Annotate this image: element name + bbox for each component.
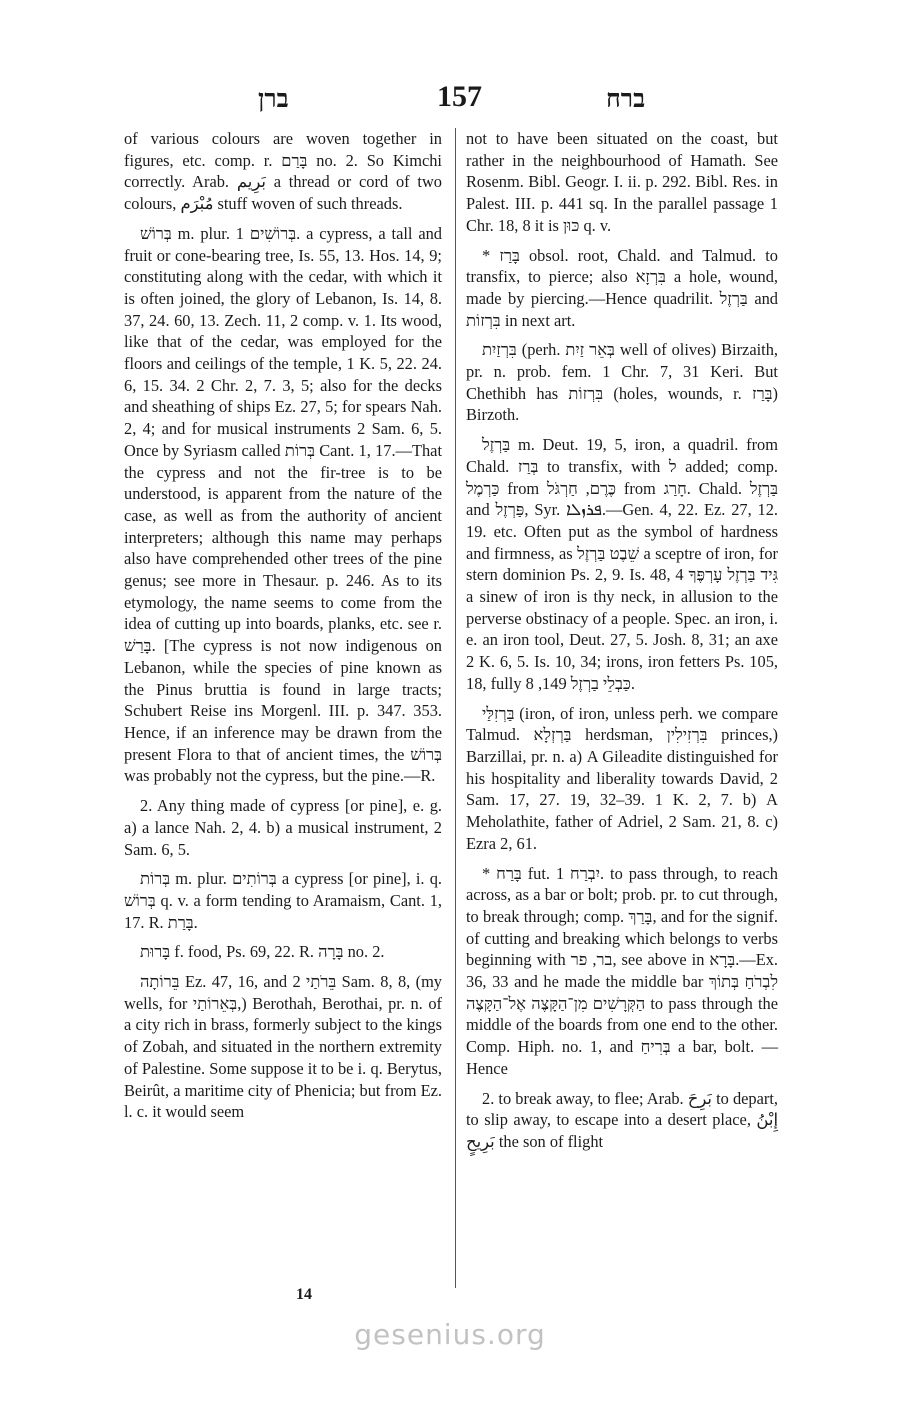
- entry-paragraph: 2. to break away, to flee; Arab. بَرِحَ to depart, to slip away, to escape into a desert place, إِبْنُ بَرِيحٍ the son of flight: [466, 1088, 779, 1151]
- signature-mark: 14: [296, 1286, 312, 1303]
- entry-paragraph: * בָּרַח fut. יִבְרַח 1. to pass through, to reach across, as a bar or bolt; prob. pr. to cut through, to break through; comp. בָּרַךְ, and for the signif. of cutting and breaking which belongs to verbs beginning with בר, פר, see above in בָּרָא.—Ex. 36, 33 and he made the middle bar לִבְרֹחַ בְּתוֹךְ הַקְּרָשִׁים מִן־הַקָּצֶה אֶל־הַקָּצֶה to pass through the middle of the boards from one end to the other. Comp. Hiph. no. 1, and בְּרִיחַ a bar, bolt. —Hence: [466, 863, 778, 1078]
- entry-paragraph: בְּרוֹת m. plur. בְּרוֹתִים a cypress [or pine], i. q. בְּרוֹשׁ q. v. a form tending to Aramaism, Cant. 1, 17. R. בָּרַת.: [124, 869, 442, 932]
- header-right-heading: ברח: [606, 86, 646, 113]
- entry-paragraph: בֵּרוֹתָה Ez. 47, 16, and בֵּרֹתַי 2 Sam. 8, 8, (my wells, for בְּאֵרוֹתַי,) Berothah, Berothai, pr. n. of a city rich in brass, formerly subject to the kings of Zobah, and situated in the northern extremity of Palestine. Some suppose it to be i. q. Berytus, Beirût, a maritime city of Phenicia; but from Ez. l. c. it would seem: [124, 972, 443, 1122]
- page-number: 157: [437, 80, 482, 113]
- running-header: [0, 80, 900, 120]
- header-left-heading: ברן: [258, 86, 289, 113]
- entry-paragraph: בַּרְזֶל m. Deut. 19, 5, iron, a quadril. from Chald. בְּרַז to transfix, with ל added; comp. כַּרְמֶל from כֶּרֶם, חַרְגֹּל from חָרַג. Chald. בַּרְזֶל and פַּרְזֶל, Syr. ܦܪܙܠܐ.—Gen. 4, 22. Ez. 27, 12. 19. etc. Often put as the symbol of hardness and firmness, as שֵׁבֶט בַּרְזֶל a sceptre of iron, for stern dominion Ps. 2, 9. Is. 48, 4 גִּיד בַּרְזֶל עָרְפֶּךָ a sinew of iron is thy neck, in allusion to the perverse obstinacy of a people. Spec. an iron, i. e. an iron tool, Deut. 27, 5. Josh. 8, 31; an axe 2 K. 6, 5. Is. 10, 34; irons, iron fetters Ps. 105, 18, fully כַּבְלֵי בַרְזֶל 149, 8.: [466, 435, 779, 693]
- entry-paragraph: of various colours are woven together in figures, etc. comp. r. בָּרַם no. 2. So Kimchi correctly. Arab. بَرِيم a thread or cord of two colours, مُبْرَم stuff woven of such threads.: [124, 129, 442, 214]
- entry-paragraph: בָּרוּת f. food, Ps. 69, 22. R. בָּרָה no. 2.: [140, 942, 385, 962]
- entry-paragraph: not to have been situated on the coast, but rather in the neighbourhood of Hamath. See Rosenm. Bibl. Geogr. I. ii. p. 292. Bibl. Res. in Palest. III. p. 441 sq. In the parallel passage 1 Chr. 18, 8 it is כּוּן q. v.: [466, 129, 778, 235]
- right-column: [466, 128, 778, 1161]
- entry-paragraph: בִּרְזַיִת (perh. בְּאֵר זַיִת well of olives) Birzaith, pr. n. prob. fem. 1 Chr. 7, 31 Keri. But Chethibh has בִּרְזוֹת (holes, wounds, r. בָּרַז) Birzoth.: [466, 340, 779, 425]
- entry-paragraph: 2. Any thing made of cypress [or pine], e. g. a) a lance Nah. 2, 4. b) a musical instrument, 2 Sam. 6, 5.: [124, 796, 442, 859]
- entry-paragraph: * בָּרַז obsol. root, Chald. and Talmud. to transfix, to pierce; also בִּרְזָא a hole, wound, made by piercing.—Hence quadrilit. בַּרְזֶל and בִּרְזוֹת in next art.: [466, 245, 778, 330]
- left-column: [124, 128, 442, 1131]
- entry-paragraph: בְּרוֹשׁ m. plur. בְּרוֹשִׁים 1. a cypress, a tall and fruit or cone-bearing tree, Is. 55, 13. Hos. 14, 9; constituting along with the cedar, with which it is often joined, the glory of Lebanon, Is. 14, 8. 37, 24. 60, 13. Zech. 11, 2 comp. v. 1. Its wood, like that of the cedar, was employed for the floors and ceilings of the temple, 1 K. 5, 22. 24. 6, 15. 34. 2 Chr. 2, 7. 3, 5; also for the decks and sheathing of ships Ez. 27, 5; for spears Nah. 2, 4; and for musical instruments 2 Sam. 6, 5. Once by Syriasm called בְּרוֹת Cant. 1, 17.—That the cypress and not the fir-tree is to be understood, is apparent from the nature of the case, as well as from the authority of ancient interpreters; although this name may perhaps also have comprehended other trees of the pine genus; see more in Thesaur. p. 246. As to its etymology, the name seems to come from the idea of cutting up into boards, planks, etc. see r. בָּרַשׁ. [The cypress is not now indigenous on Lebanon, while the species of pine known as the Pinus bruttia is found in large tracts; Schubert Reise ins Morgenl. III. p. 347. 353. Hence, if an inference may be drawn from the present Flora to that of ancient times, the בְּרוֹשׁ was probably not the cypress, but the pine.—R.: [124, 223, 443, 786]
- entry-paragraph: בַּרְזִלַּי (iron, of iron, unless perh. we compare Talmud. בַּרְזְלָא herdsman, בִּרְזִילִין princes,) Barzillai, pr. n. a) A Gileadite distinguished for his hospitality and liberality towards David, 2 Sam. 17, 27. 19, 32–39. 1 K. 2, 7. b) A Meholathite, father of Adriel, 2 Sam. 21, 8. c) Ezra 2, 61.: [466, 703, 779, 853]
- column-divider: [455, 128, 456, 1288]
- site-watermark: gesenius.org: [354, 1318, 546, 1351]
